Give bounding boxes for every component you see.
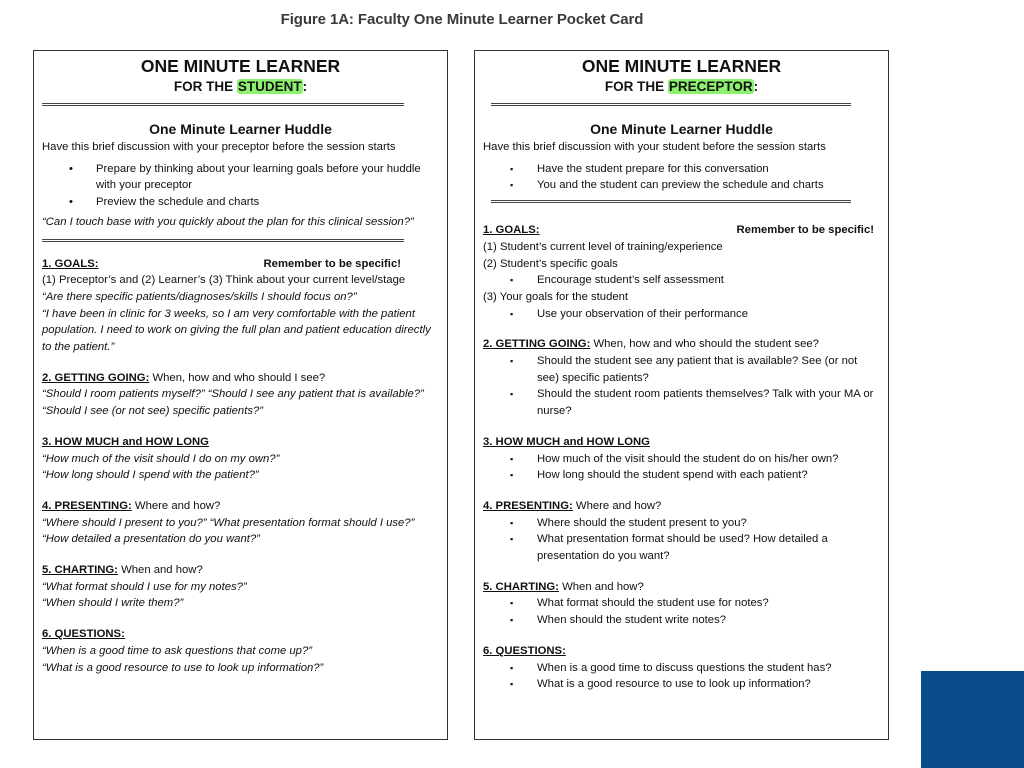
role-highlight: PRECEPTOR xyxy=(668,79,753,94)
list-item: ▪ What presentation format should be used? How detailed a presentation do you want? xyxy=(483,531,880,564)
charting-text: When and how? xyxy=(558,580,644,593)
charting-section xyxy=(42,562,439,612)
getting-going-text: When, how and who should the student see? xyxy=(590,338,819,351)
list-item: • Prepare by thinking about your learning goals before your huddle with your preceptor xyxy=(42,161,439,194)
list-item: ▪ How much of the visit should the student do on his/her own? xyxy=(483,451,880,468)
goals-section xyxy=(42,256,439,356)
goals-line: (2) Student’s specific goals xyxy=(483,257,618,270)
list-item: ▪ What format should the student use for notes? xyxy=(483,595,880,612)
list-item: • Preview the schedule and charts xyxy=(42,194,439,211)
presenting-text: Where and how? xyxy=(131,499,221,512)
questions-quote: “When is a good time to ask questions that come up?” xyxy=(42,644,313,657)
goals-line: (1) Student’s current level of training/experience xyxy=(483,240,723,253)
how-much-quote: “How much of the visit should I do on my own?” xyxy=(42,452,280,465)
questions-quote: “What is a good resource to use to look up information?” xyxy=(42,661,324,674)
student-card xyxy=(33,50,448,740)
getting-going-heading: 2. GETTING GOING: xyxy=(42,371,150,384)
getting-going-text: When, how and who should I see? xyxy=(149,371,326,384)
list-item: ▪ When should the student write notes? xyxy=(483,612,880,629)
list-item: ▪ Use your observation of their performance xyxy=(483,306,880,323)
card-title: ONE MINUTE LEARNER xyxy=(140,56,341,76)
how-much-heading: 3. HOW MUCH and HOW LONG xyxy=(483,435,650,448)
presenting-section xyxy=(483,498,880,565)
presenting-text: Where and how? xyxy=(572,499,662,512)
getting-going-heading: 2. GETTING GOING: xyxy=(483,338,591,351)
card-title: ONE MINUTE LEARNER xyxy=(581,56,782,76)
card-subtitle xyxy=(483,77,880,97)
for-prefix: FOR THE xyxy=(604,79,668,94)
figure-title: Figure 1A: Faculty One Minute Learner Pocket Card xyxy=(280,11,644,28)
list-item: ▪ You and the student can preview the schedule and charts xyxy=(483,177,880,194)
goals-heading: 1. GOALS: xyxy=(42,257,99,270)
list-item: ▪ What is a good resource to use to look up information? xyxy=(483,676,880,693)
huddle-list xyxy=(483,161,880,194)
goals-quote: “I have been in clinic for 3 weeks, so I am very comfortable with the patient population. I need to work on giving the full plan and patient education directly to the patient.” xyxy=(42,307,431,354)
huddle-list xyxy=(42,161,439,211)
goals-text: (1) Preceptor’s and (2) Learner’s (3) Think about your current level/stage xyxy=(42,274,406,287)
list-item: ▪ Should the student see any patient that is available? See (or not see) specific patients? xyxy=(483,353,880,386)
for-prefix: FOR THE xyxy=(173,79,237,94)
for-suffix: : xyxy=(753,79,759,94)
getting-going-quote: “Should I room patients myself?” “Should I see any patient that is available?” “Should I see (or not see) specific patients?” xyxy=(42,388,424,418)
specific-reminder: Remember to be specific! xyxy=(736,224,874,237)
corner-block xyxy=(921,671,1024,768)
goals-section xyxy=(483,222,880,322)
goals-quote: “Are there specific patients/diagnoses/skills I should focus on?” xyxy=(42,290,357,303)
questions-heading: 6. QUESTIONS: xyxy=(42,628,125,641)
how-much-list xyxy=(483,451,880,484)
how-much-section xyxy=(483,434,880,484)
presenting-section xyxy=(42,498,439,548)
list-item: ▪ Have the student prepare for this conversation xyxy=(483,161,880,178)
huddle-description: Have this brief discussion with your preceptor before the session starts xyxy=(42,141,396,153)
list-item: ▪ Should the student room patients themselves? Talk with your MA or nurse? xyxy=(483,386,880,419)
how-much-section xyxy=(42,434,439,484)
goals-list xyxy=(483,306,880,323)
list-item: ▪ Where should the student present to you? xyxy=(483,515,880,532)
preceptor-card xyxy=(474,50,889,740)
huddle-description: Have this brief discussion with your student before the session starts xyxy=(483,141,826,153)
charting-text: When and how? xyxy=(117,564,203,577)
getting-going-list xyxy=(483,353,880,420)
list-item: ▪ Encourage student’s self assessment xyxy=(483,272,880,289)
role-highlight: STUDENT xyxy=(237,79,302,94)
presenting-heading: 4. PRESENTING: xyxy=(42,499,132,512)
charting-quote: “What format should I use for my notes?” xyxy=(42,580,247,593)
charting-list xyxy=(483,595,880,628)
for-suffix: : xyxy=(302,79,308,94)
getting-going-section xyxy=(483,336,880,420)
how-much-heading: 3. HOW MUCH and HOW LONG xyxy=(42,435,209,448)
huddle-quote: “Can I touch base with you quickly about the plan for this clinical session?” xyxy=(42,215,414,228)
goals-list xyxy=(483,272,880,289)
list-item: ▪ How long should the student spend with each patient? xyxy=(483,467,880,484)
getting-going-section xyxy=(42,370,439,420)
presenting-list xyxy=(483,515,880,565)
card-subtitle xyxy=(42,77,439,97)
presenting-heading: 4. PRESENTING: xyxy=(483,499,573,512)
questions-list xyxy=(483,660,880,693)
charting-quote: “When should I write them?” xyxy=(42,597,184,610)
huddle-title: One Minute Learner Huddle xyxy=(590,121,773,137)
goals-heading: 1. GOALS: xyxy=(483,224,540,237)
questions-section xyxy=(42,626,439,676)
divider xyxy=(42,239,404,242)
divider xyxy=(491,103,851,106)
how-much-quote: “How long should I spend with the patient?” xyxy=(42,469,259,482)
divider xyxy=(42,103,404,106)
specific-reminder: Remember to be specific! xyxy=(263,257,401,270)
charting-section xyxy=(483,579,880,629)
list-item: ▪ When is a good time to discuss questions the student has? xyxy=(483,660,880,677)
presenting-quote: “Where should I present to you?” “What presentation format should I use?” “How detailed a presentation do you want?” xyxy=(42,516,415,546)
goals-line: (3) Your goals for the student xyxy=(483,290,629,303)
charting-heading: 5. CHARTING: xyxy=(42,564,118,577)
divider xyxy=(491,200,851,203)
huddle-title: One Minute Learner Huddle xyxy=(149,121,332,137)
charting-heading: 5. CHARTING: xyxy=(483,580,559,593)
questions-section xyxy=(483,643,880,693)
questions-heading: 6. QUESTIONS: xyxy=(483,644,566,657)
